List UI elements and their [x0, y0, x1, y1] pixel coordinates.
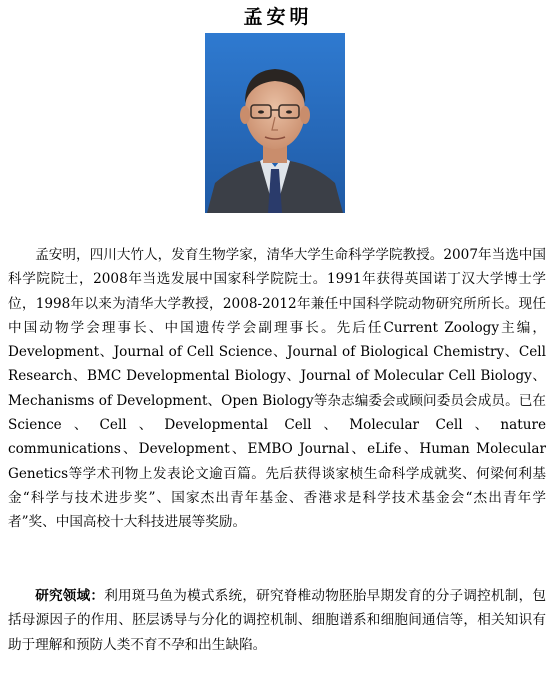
- portrait-photo: [205, 33, 345, 213]
- research-section: [8, 584, 546, 657]
- research-text: 利用斑马鱼为模式系统，研究脊椎动物胚胎早期发育的分子调控机制，包括母源因子的作用、胚层诱导与分化的调控机制、细胞谱系和细胞间通信等，相关知识有助于理解和预防人类不育不孕和出生缺陷。: [8, 588, 547, 653]
- biography-text: 孟安明，四川大竹人，发育生物学家，清华大学生命科学学院教授。2007年当选中国科学院院士，2008年当选发展中国家科学院院士。1991年获得英国诺丁汉大学博士学位，1998年以来为清华大学教授，2008-2012年兼任中国科学院动物研究所所长。现任中国动物学会理事长、中国遗传学会副理事长。先后任Current Zoology主编，Development、Journal of Cell Science、Journal of Biological Chemistry、Cell Research、BMC Developmental Biology、Journal of Molecular Cell Biology、Mechanisms of Development、Open Biology等杂志编委会或顾问委员会成员。已在Science、Cell、Developmental Cell、Molecular Cell、nature communications、Development、EMBO Journal、eLife、Human Molecular Genetics等学术刊物上发表论文逾百篇。先后获得谈家桢生命科学成就奖、何梁何利基金“科学与技术进步奖”、国家杰出青年基金、香港求是科学技术基金会“杰出青年学者”奖、中国高校十大科技进展等奖励。: [8, 247, 546, 531]
- page-title: 孟安明: [243, 6, 313, 28]
- research-label: 研究领域：: [35, 588, 105, 604]
